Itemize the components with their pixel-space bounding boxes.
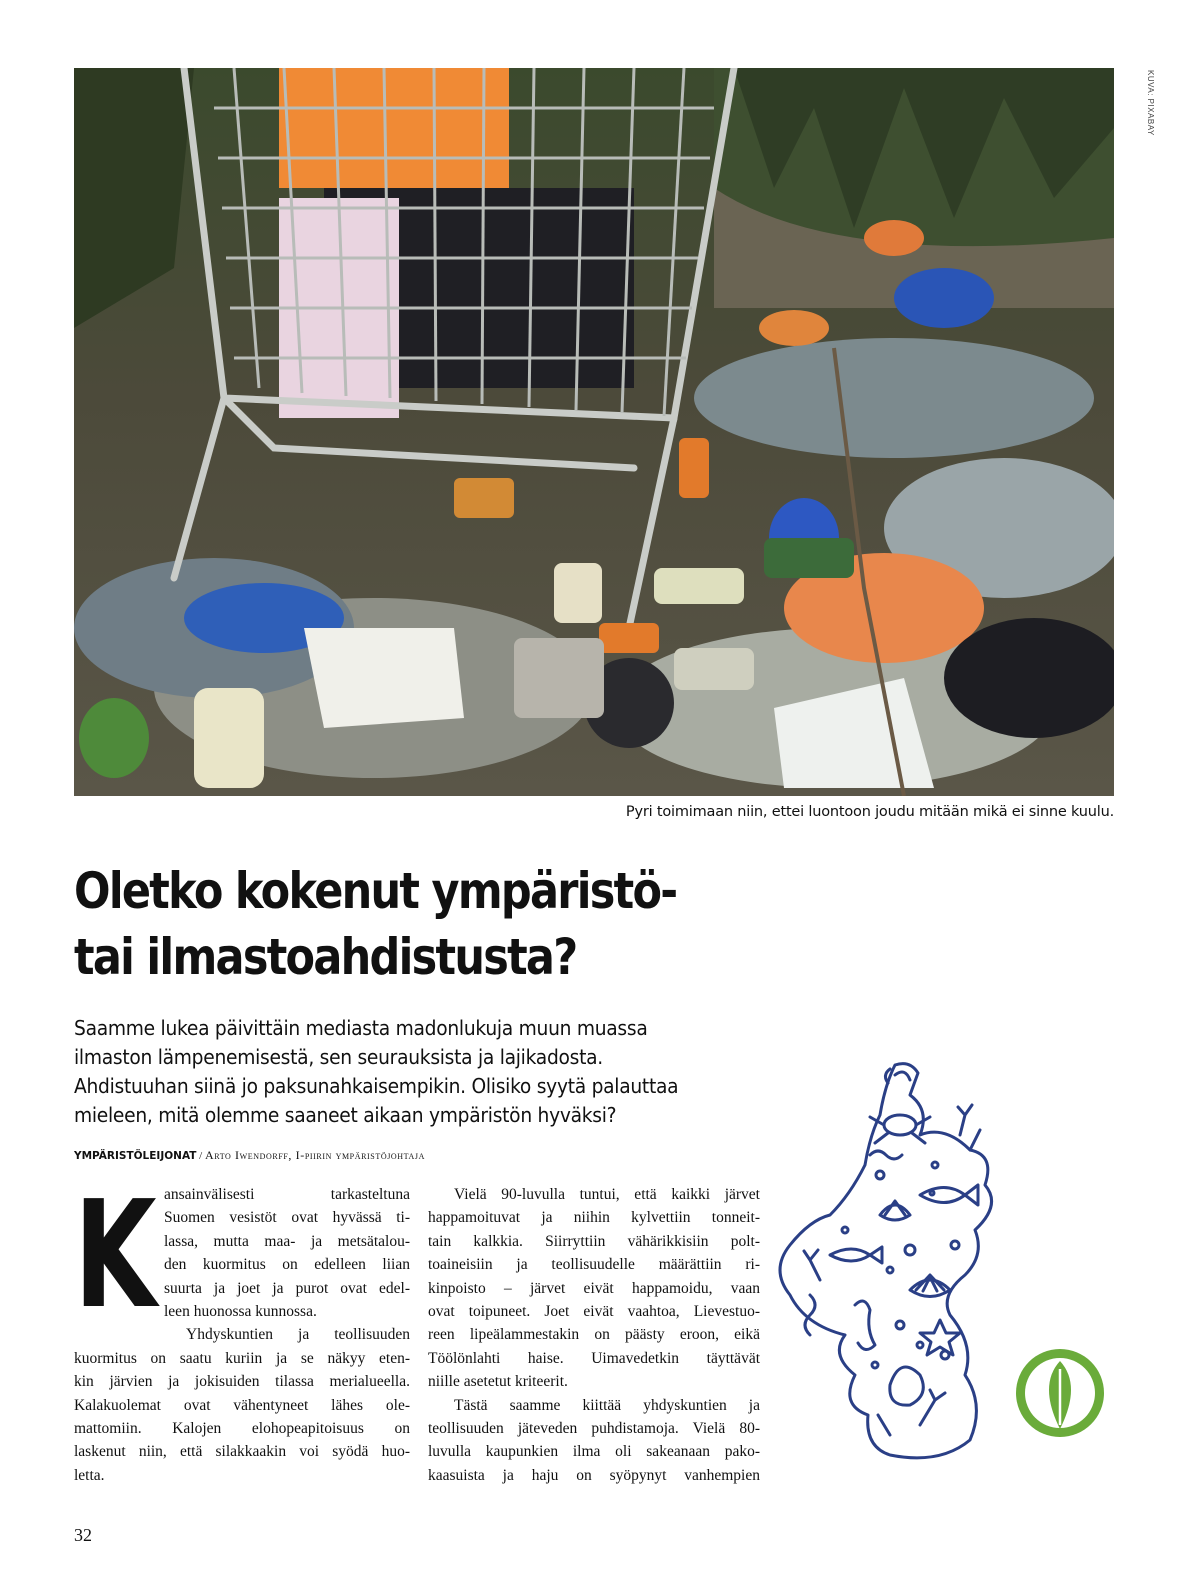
body-line: laskenut niin, että silakkaakin voi syödä huo-: [74, 1443, 410, 1461]
body-column-2: [428, 1183, 760, 1487]
body-line: leen huonossa kunnossa.: [164, 1303, 317, 1321]
article-photo: [74, 68, 1114, 796]
page-number: 32: [74, 1525, 92, 1545]
body-line: Kalakuolemat ovat vähentyneet lähes ole-: [74, 1396, 410, 1414]
leaf-logo-icon: [1012, 1345, 1108, 1446]
lead-line: Saamme lukea päivittäin mediasta madonlukuja muun muassa: [74, 1016, 648, 1040]
byline-section: YMPÄRISTÖLEIJONAT: [74, 1150, 197, 1162]
body-line: kuormitus on saatu kuriin ja se näkyy eten-: [74, 1349, 410, 1367]
body-line: Tästä saamme kiittää yhdyskuntien ja: [454, 1396, 760, 1414]
body-line: kinpoisto – järvet eivät happamoidu, vaan: [428, 1279, 760, 1297]
byline-separator: /: [196, 1150, 205, 1162]
body-line: mattomiin. Kalojen elohopeapitoisuus on: [74, 1420, 410, 1438]
article-lead: [74, 1014, 747, 1130]
finland-map-sea-life-drawing-icon: [770, 1055, 1010, 1480]
byline: [74, 1148, 425, 1163]
body-line: ansainvälisesti tarkasteltuna: [164, 1186, 410, 1203]
headline-line: Oletko kokenut ympäristö-: [74, 862, 677, 920]
body-line: reen lipeälammestakin on päästy eroon, eikä: [428, 1326, 760, 1344]
litter-photo-illustration: [74, 68, 1114, 796]
body-line: lassa, mutta maa- ja metsätalou-: [164, 1232, 410, 1250]
body-line: suurta ja joet ja purot ovat edel-: [164, 1279, 410, 1297]
drop-cap: K: [74, 1169, 157, 1341]
body-column-1: [74, 1183, 410, 1487]
body-line: letta.: [74, 1466, 105, 1484]
body-line: happamoituvat ja niihin kylvettiin tonneit-: [428, 1209, 760, 1227]
body-line: kaasuista ja haju on syöpynyt vanhempien: [428, 1466, 760, 1484]
body-line: kin järvien ja jokisuiden tilassa merialueella.: [74, 1373, 410, 1391]
body-line: tain kalkkia. Siirryttiin vähärikkisiin polt-: [428, 1232, 760, 1250]
body-line: toaineisiin ja teollisuudelle määrättiin ri-: [428, 1256, 760, 1274]
body-line: ovat toipuneet. Joet eivät vaahtoa, Lievestuo-: [428, 1303, 760, 1321]
lead-line: mieleen, mitä olemme saaneet aikaan ympäristön hyväksi?: [74, 1103, 617, 1127]
body-line: teollisuuden jäteveden puhdistamoja. Vielä 80-: [428, 1420, 760, 1438]
body-line: den kuormitus on edelleen liian: [164, 1256, 410, 1274]
lead-line: ilmaston lämpenemisestä, sen seurauksista ja lajikadosta.: [74, 1045, 603, 1069]
byline-author: Arto Iwendorff, I-piirin ympäristöjohtaja: [204, 1148, 425, 1162]
photo-credit: KUVA: PIXABAY: [1146, 70, 1155, 136]
article-headline: [74, 858, 693, 990]
body-line: luvulla kaupunkien ilma oli sakeanaan pako-: [428, 1443, 760, 1461]
lead-line: Ahdistuuhan siinä jo paksunahkaisempikin. Olisiko syytä palauttaa: [74, 1074, 679, 1098]
body-line: niille asetetut kriteerit.: [428, 1373, 568, 1391]
photo-caption: Pyri toimimaan niin, ettei luontoon joudu mitään mikä ei sinne kuulu.: [625, 804, 1114, 820]
body-line: Yhdyskuntien ja teollisuuden: [186, 1326, 410, 1344]
body-line: Vielä 90-luvulla tuntui, että kaikki järvet: [454, 1186, 760, 1203]
headline-line: tai ilmastoahdistusta?: [74, 928, 577, 986]
body-line: Töölönlahti haise. Uimavedetkin täyttävät: [428, 1349, 760, 1367]
body-line: Suomen vesistöt ovat hyvässä ti-: [164, 1209, 410, 1227]
